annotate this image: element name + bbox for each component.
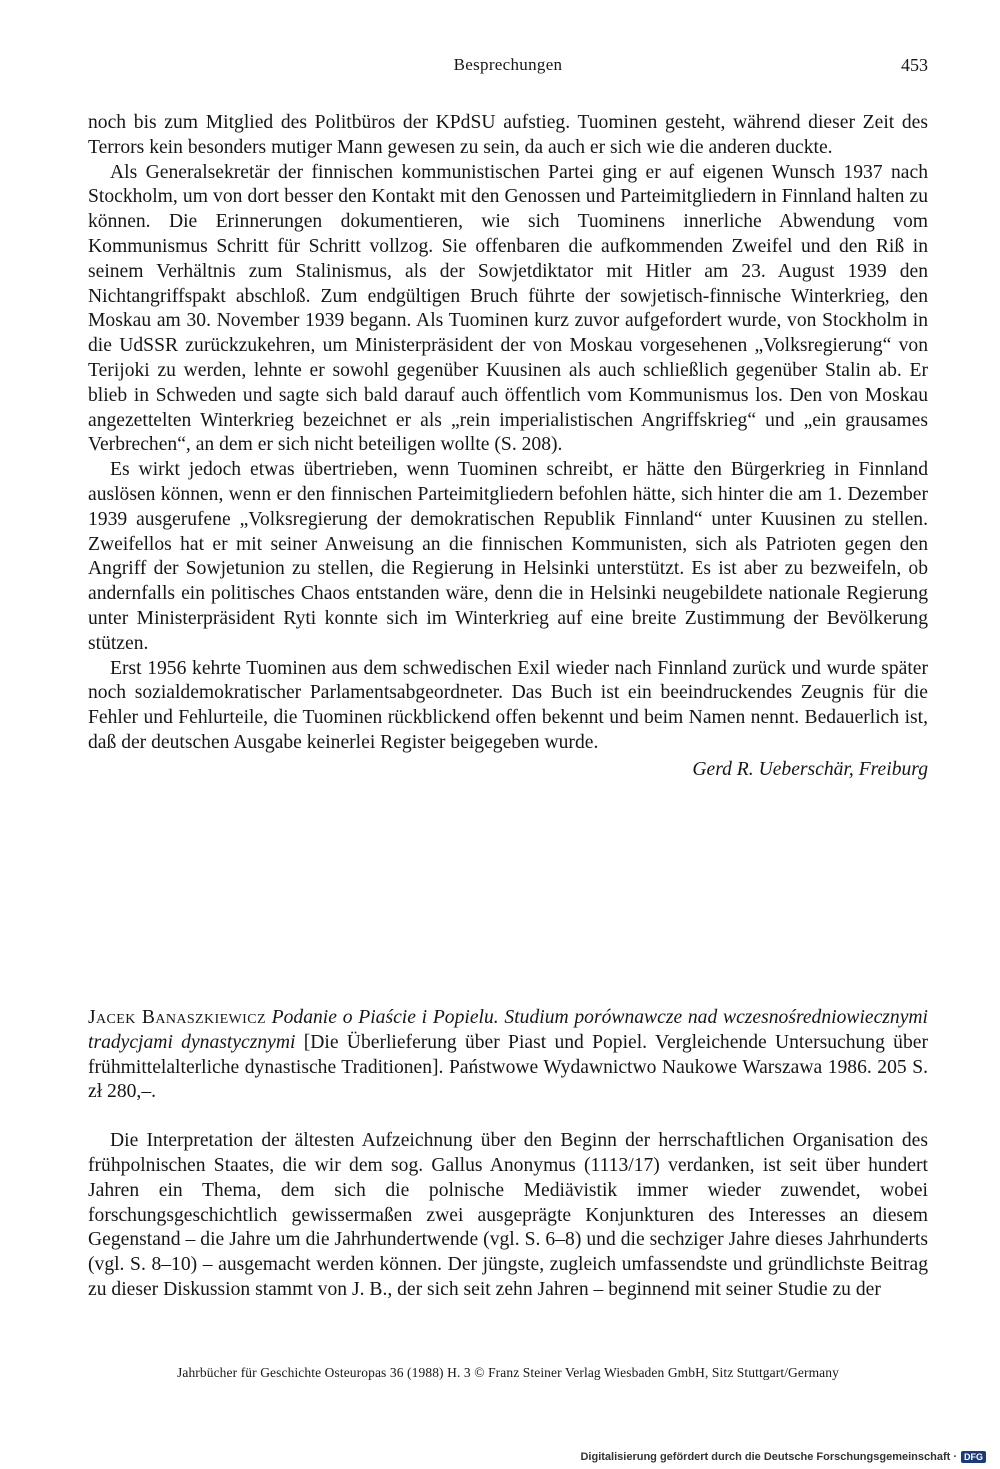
digitization-text: Digitalisierung gefördert durch die Deutsche Forschungsgemeinschaft · [580,1451,957,1463]
review-1-paragraph: Erst 1956 kehrte Tuominen aus dem schwedischen Exil wieder nach Finnland zurück und wurde später noch sozialdemokratischer Parlamentsabgeordneter. Das Buch ist ein beeindruckendes Zeugnis für die Fehler und Fehlurteile, die Tuominen rückblickend offen bekennt und beim Namen nennt. Bedauerlich ist, daß der deutschen Ausgabe keinerlei Register beigegeben wurde. [88,657,928,753]
review-2-paragraph: Die Interpretation der ältesten Aufzeichnung über den Beginn der herrschaftlichen Organisation des frühpolnischen Staates, die wir dem sog. Gallus Anonymus (1113/17) verdanken, ist seit über hundert Jahren ein Thema, dem sich die polnische Mediävistik immer wieder zuwendet, wobei forschungsgeschichtlich gewissermaßen zwei ausgeprägte Konjunkturen des Interesses an diesem Gegenstand – die Jahre um die Jahrhundertwende (vgl. S. 6–8) und die sechziger Jahre dieses Jahrhunderts (vgl. S. 8–10) – ausgemacht werden können. Der jüngste, zugleich umfassendste und gründlichste Beitrag zu dieser Diskussion stammt von J. B., der sich seit zehn Jahren – beginnend mit seiner Studie zu der [88,1130,928,1300]
review-1-paragraph: Es wirkt jedoch etwas übertrieben, wenn Tuominen schreibt, er hätte den Bürgerkrieg in Finnland auslösen können, wenn er den finnischen Parteimitgliedern befohlen hätte, sich hinter die am 1. Dezember 1939 ausgerufene „Volksregierung der demokratischen Republik Finnland“ unter Kuusinen zu stellen. Zweifellos hat er mit seiner Anweisung an die finnischen Kommunisten, sich als Patrioten gegen den Angriff der Sowjetunion zu stellen, die Regierung in Helsinki unterstützt. Es ist aber zu bezweifeln, ob andernfalls ein politisches Chaos entstanden wäre, denn die in Helsinki neugebildete nationale Regierung unter Ministerpräsident Ryti konnte sich im Winterkrieg auf eine breite Zustimmung der Bevölkerung stützen. [88,459,928,654]
journal-footer: Jahrbücher für Geschichte Osteuropas 36 (1988) H. 3 © Franz Steiner Verlag Wiesbaden GmbH, Sitz Stuttgart/Germany [177,1365,839,1380]
reviewer-signature: Gerd R. Ueberschär, Freiburg [692,758,928,780]
book-author: Jacek Banaszkiewicz [88,1007,266,1028]
book-title: Podanie o Piaście i Popielu. Studium porównawcze nad wczesnośredniowiecznymi tradycjami dynastycznymi [88,1007,928,1053]
running-title: Besprechungen [453,55,563,74]
dfg-logo: DFG [961,1451,986,1463]
book-details: [Die Überlieferung über Piast und Popiel. Vergleichende Untersuchung über frühmittelalterliche dynastische Traditionen]. Państwowe Wydawnictwo Naukowe Warszawa 1986. 205 S. zł 280,–. [88,1031,928,1103]
page-number: 453 [901,55,928,75]
digitization-notice [580,1449,986,1465]
running-header [88,55,928,81]
bibliographic-entry [88,1006,928,1105]
review-1-paragraph: Als Generalsekretär der finnischen kommunistischen Partei ging er auf eigenen Wunsch 1937 nach Stockholm, um von dort besser den Kontakt mit den Genossen und Parteimitgliedern in Finnland halten zu können. Die Erinnerungen dokumentieren, wie sich Tuominens innerliche Abwendung vom Kommunismus Schritt für Schritt vollzog. Sie offenbaren die aufkommenden Zweifel und den Riß in seinem Verhältnis zum Stalinismus, als der Sowjetdiktator mit Hitler am 23. August 1939 den Nichtangriffspakt abschloß. Zum endgültigen Bruch führte der sowjetisch-finnische Winterkrieg, den Moskau am 30. November 1939 begann. Als Tuominen kurz zuvor aufgefordert wurde, von Stockholm in die UdSSR zurückzukehren, um Ministerpräsident der von Moskau vorgesehenen „Volksregierung“ von Terijoki zu werden, lehnte er sowohl gegenüber Kuusinen als auch schließlich gegenüber Stalin ab. Er blieb in Schweden und sagte sich bald darauf auch öffentlich vom Kommunismus los. Den von Moskau angezettelten Winterkrieg bezeichnet er als „rein imperialistischen Angriffskrieg“ und „ein grausames Verbrechen“, an dem er sich nicht beteiligen wollte (S. 208). [88,161,928,456]
review-2 [88,1006,928,1303]
review-1 [88,111,928,783]
review-1-paragraph: noch bis zum Mitglied des Politbüros der KPdSU aufstieg. Tuominen gesteht, während dieser Zeit des Terrors kein besonders mutiger Mann gewesen zu sein, da auch er sich wie die anderen duckte. [88,112,928,158]
